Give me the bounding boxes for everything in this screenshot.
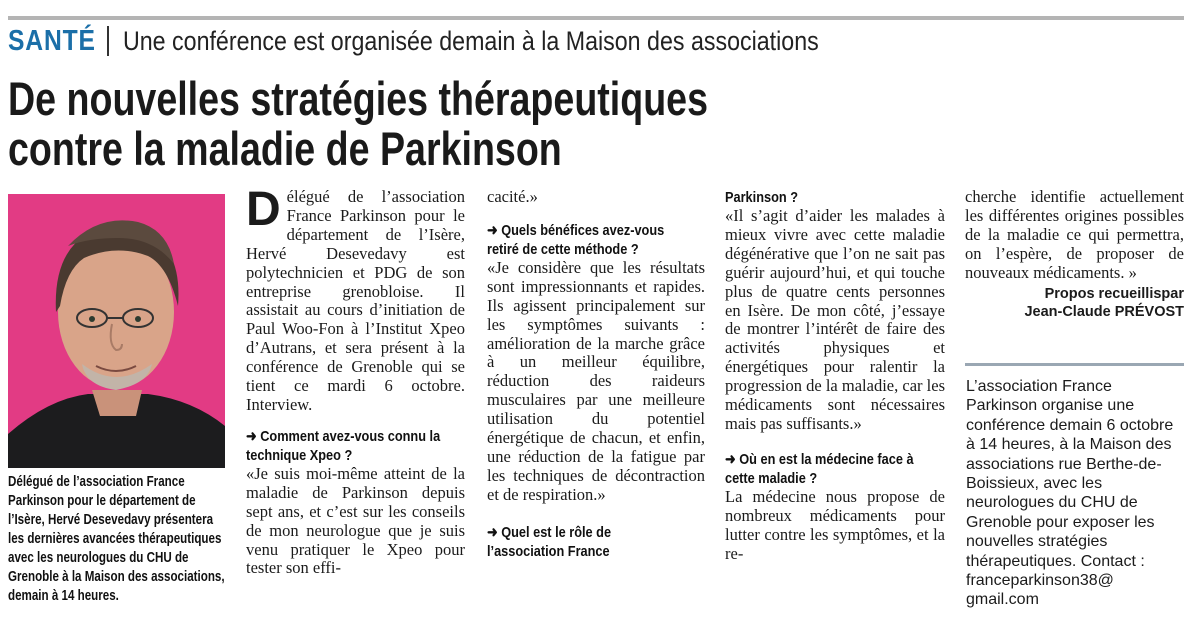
question-3-end	[725, 188, 945, 207]
article-intro	[246, 183, 465, 415]
headline	[8, 74, 708, 174]
question-1	[246, 427, 465, 465]
portrait-illustration	[8, 194, 225, 468]
answer-4-end: cherche identifie actuellement les différentes origines possibles de la maladie ce qui permettra, on l’espère, de proposer de nouveaux médicaments. »	[965, 187, 1184, 282]
question-4	[725, 450, 945, 488]
question-4-text: ➜ Où en est la médecine face à cette maladie ?	[725, 450, 914, 487]
article-column-4	[965, 188, 1184, 321]
question-3	[487, 523, 705, 561]
drop-cap: D	[246, 183, 281, 236]
article-column-3	[725, 188, 945, 564]
byline	[965, 285, 1184, 321]
rubric-subtitle: Une conférence est organisée demain à la Maison des associations	[123, 25, 820, 56]
question-2-text: ➜ Quels bénéfices avez-vous retiré de cette méthode ?	[487, 221, 665, 258]
answer-1: «Je suis moi-même atteint de la maladie de Parkinson depuis sept ans, et c’est sur les conseils de mon neurologue que je suis venu pratiquer le Xpeo pour tester son effi-	[246, 463, 465, 578]
byline-author: Jean-Claude PRÉVOST	[1024, 303, 1184, 320]
intro-text: élégué de l’association France Parkinson pour le département de l’Isère, Hervé Desevedavy est polytechnicien et PDG de son entreprise grenobloise. Il assistait au cours d’initiation de Paul Woo-Fon à l’Institut Xpeo d’Autrans, et sera présent à la conférence de Grenoble qui se tient ce mardi 6 octobre. Interview.	[246, 187, 465, 414]
portrait-photo	[8, 194, 225, 468]
article-column-2	[487, 188, 705, 561]
photo-caption: Délégué de l’association France Parkinson pour le département de l’Isère, Hervé Desevedavy présentera les dernières avancées thérapeutiques avec les neurologues du CHU de Grenoble à la Maison des associations, demain à 14 heures.	[8, 474, 225, 604]
rubric-divider	[107, 26, 109, 56]
infobox: L’association France Parkinson organise une conférence demain 6 octobre à 14 heures, à la Maison des associations rue Berthe-de-Boissieux, avec les neurologues du CHU de Grenoble pour exposer les nouvelles stratégies thérapeutiques. Contact : franceparkinson38@ gmail.com	[966, 378, 1174, 609]
byline-line-1: Propos recueillispar	[1044, 285, 1184, 302]
question-2	[487, 221, 705, 259]
answer-1-end: cacité.»	[487, 187, 538, 206]
infobox-rule	[965, 363, 1184, 366]
rubric	[8, 24, 932, 58]
headline-line-2: contre la maladie de Parkinson	[8, 122, 562, 175]
question-3-end-text: Parkinson ?	[725, 189, 798, 206]
question-1-text: ➜ Comment avez-vous connu la technique Xpeo ?	[246, 427, 441, 464]
top-rule	[8, 16, 1184, 20]
answer-2: «Je considère que les résultats sont impressionnants et rapides. Ils agissent principalement sur les symptômes suivants : amélioration de la marche grâce à un meilleur équilibre, réduction des raideurs musculaires par une meilleure utilisation du potentiel énergétique de chacun, et enfin, une réduction de la fatigue par les techniques de décontraction et de respiration.»	[487, 257, 705, 504]
answer-3: «Il s’agit d’aider les malades à mieux vivre avec cette maladie dégénérative que l’on ne sait pas guérir aujourd’hui, et qui touche plus de quatre cents personnes en Isère. De mon côté, j’essaye de montrer l’intérêt de faire des activités physiques et énergétiques pour ralentir la progression de la maladie, car les médicaments sont nécessaires mais pas suffisants.»	[725, 206, 945, 433]
headline-line-1: De nouvelles stratégies thérapeutiques	[8, 72, 709, 125]
question-3-text: ➜ Quel est le rôle de l’association France	[487, 523, 612, 560]
section-tag: SANTÉ	[8, 24, 96, 57]
answer-4: La médecine nous propose de nombreux médicaments pour lutter contre les symptômes, et la re-	[725, 486, 945, 563]
article-column-1	[246, 183, 465, 578]
